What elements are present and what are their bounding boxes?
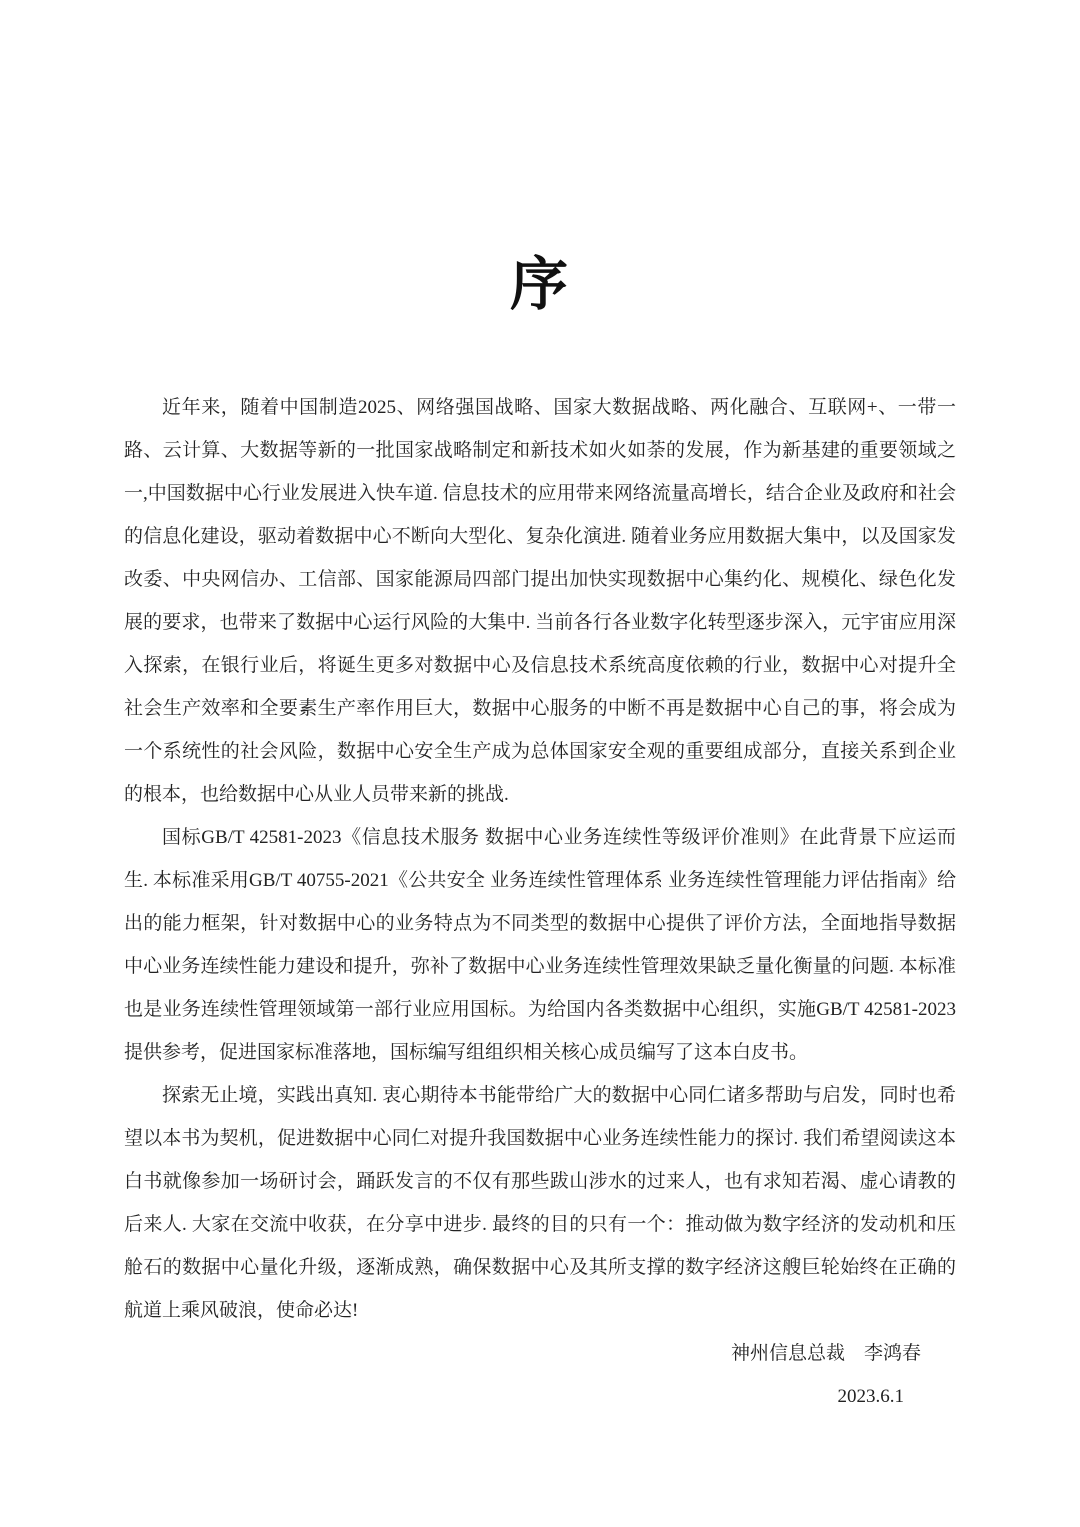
preface-paragraph-1: 近年来，随着中国制造2025、网络强国战略、国家大数据战略、两化融合、互联网+、一带一路、云计算、大数据等新的一批国家战略制定和新技术如火如荼的发展，作为新基建的重要领域之一,中国数据中心行业发展进入快车道. 信息技术的应用带来网络流量高增长，结合企业及政府和社会的信息化建设，驱动着数据中心不断向大型化、复杂化演进. 随着业务应用数据大集中，以及国家发改委、中央网信办、工信部、国家能源局四部门提出加快实现数据中心集约化、规模化、绿色化发展的要求，也带来了数据中心运行风险的大集中. 当前各行各业数字化转型逐步深入，元宇宙应用深入探索，在银行业后，将诞生更多对数据中心及信息技术系统高度依赖的行业，数据中心对提升全社会生产效率和全要素生产率作用巨大，数据中心服务的中断不再是数据中心自己的事，将会成为一个系统性的社会风险，数据中心安全生产成为总体国家安全观的重要组成部分，直接关系到企业的根本，也给数据中心从业人员带来新的挑战.: [124, 396, 956, 805]
page-title: 序: [509, 252, 570, 317]
preface-paragraph-2: 国标GB/T 42581-2023《信息技术服务 数据中心业务连续性等级评价准则》在此背景下应运而生. 本标准采用GB/T 40755-2021《公共安全 业务连续性管理体系 业务连续性管理能力评估指南》给出的能力框架，针对数据中心的业务特点为不同类型的数据中心提供了评价方法，全面地指导数据中心业务连续性能力建设和提升，弥补了数据中心业务连续性管理效果缺乏量化衡量的问题. 本标准也是业务连续性管理领域第一部行业应用国标。为给国内各类数据中心组织，实施GB/T 42581-2023提供参考，促进国家标准落地，国标编写组组织相关核心成员编写了这本白皮书。: [124, 826, 956, 1063]
signature: 神州信息总裁 李鸿春: [730, 1342, 921, 1364]
preface-paragraph-3: 探索无止境，实践出真知. 衷心期待本书能带给广大的数据中心同仁诸多帮助与启发，同时也希望以本书为契机，促进数据中心同仁对提升我国数据中心业务连续性能力的探讨. 我们希望阅读这本白书就像参加一场研讨会，踊跃发言的不仅有那些跋山涉水的过来人，也有求知若渴、虚心请教的后来人. 大家在交流中收获，在分享中进步. 最终的目的只有一个：推动做为数字经济的发动机和压舱石的数据中心量化升级，逐渐成熟，确保数据中心及其所支撑的数字经济这艘巨轮始终在正确的航道上乘风破浪，使命必达!: [124, 1084, 956, 1321]
date: 2023.6.1: [837, 1385, 904, 1407]
preface-body: [124, 386, 956, 1332]
page-content: [124, 0, 956, 1418]
